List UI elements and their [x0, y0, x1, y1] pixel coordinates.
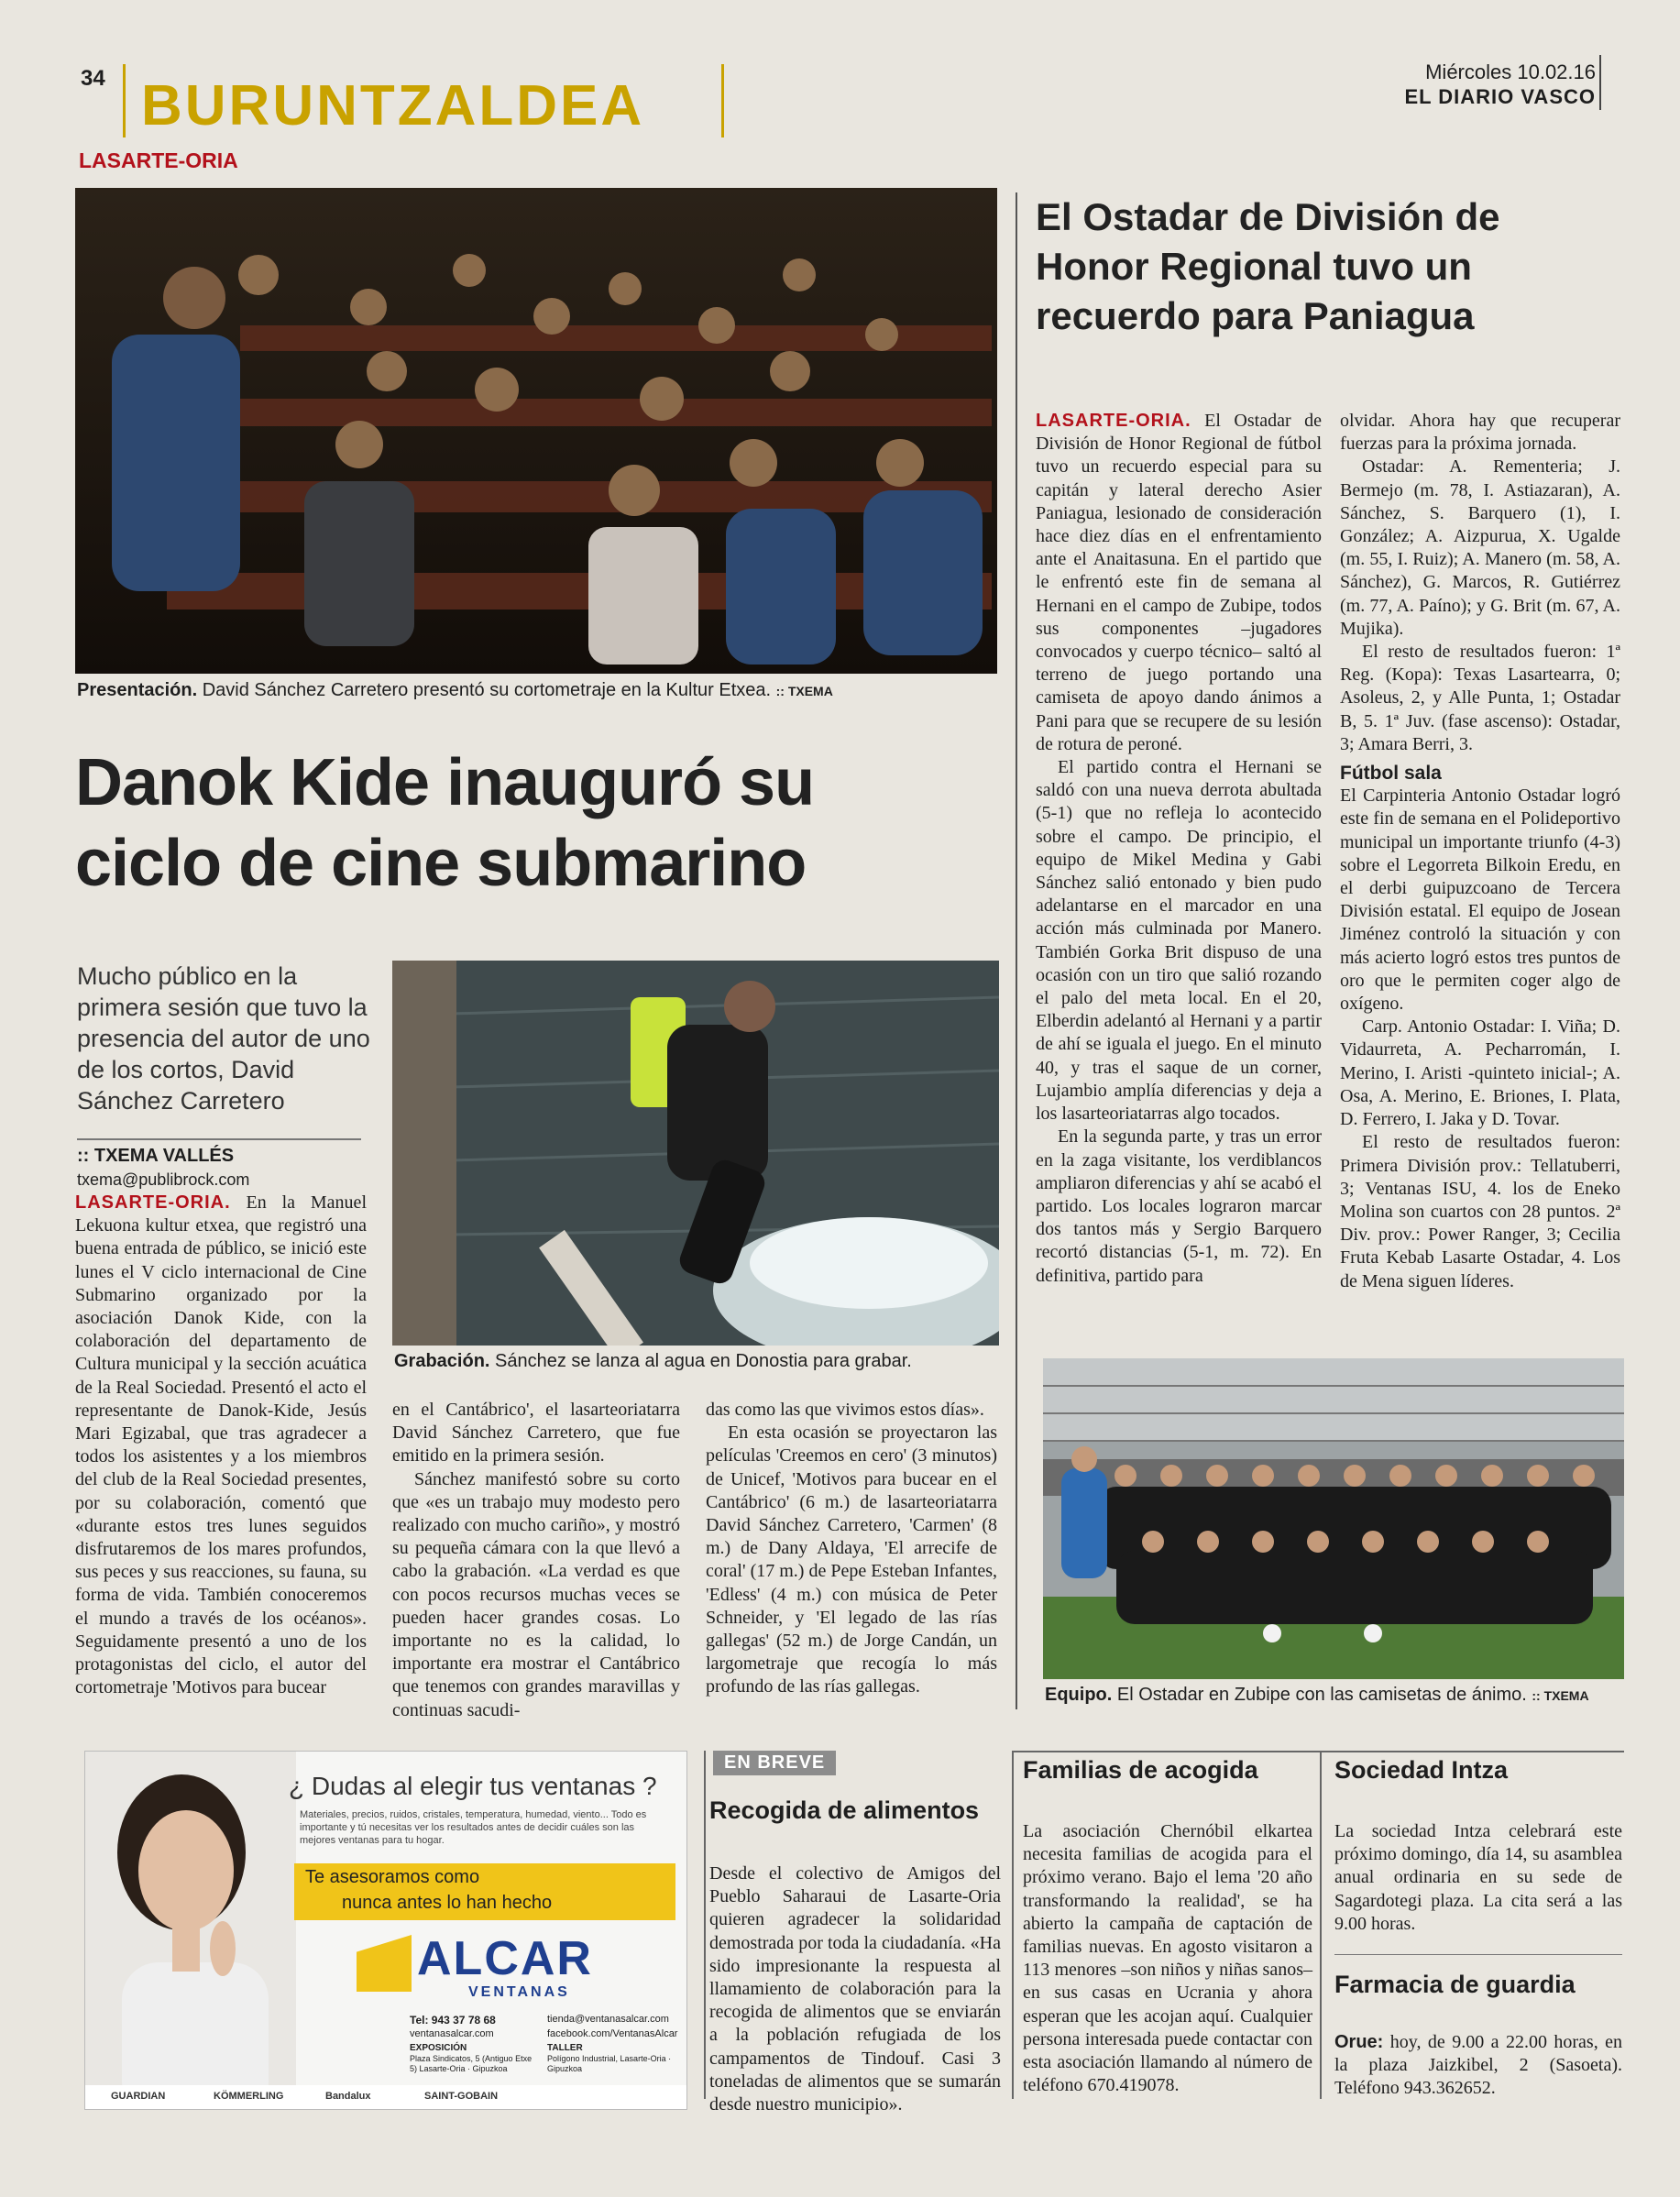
main-byline: :: TXEMA VALLÉS — [77, 1146, 235, 1166]
right-article-col2-p3: El resto de resultados fueron: 1ª Reg. (Kopa): Texas Lasartearra, 0; Asoleus, 2, y Alle Punta, 1; Ostadar B, 5. 1ª Juv. (fase ascenso): Ostadar, 3; Amara Berri, 3. — [1340, 642, 1620, 754]
subtitle-rule — [77, 1138, 361, 1140]
photo1-caption — [77, 678, 994, 703]
section-locality: LASARTE-ORIA — [79, 148, 238, 172]
photo1-caption-text: David Sánchez Carretero presentó su cortometraje en la Kultur Etxea. — [202, 680, 772, 700]
photo3-caption — [1045, 1683, 1626, 1708]
photo2-caption-label: Grabación. — [394, 1351, 490, 1371]
photo2-caption-text: Sánchez se lanza al agua en Donostia para grabar. — [495, 1351, 912, 1371]
right-article-col1-p3: En la segunda parte, y tras un error en la zaga visitante, los verdiblancos ampliaron diferencias y ahí se acabó el partido. Los locales lograron marcar dos tantos más y Sergio Barquero recortó distancias (5-1, m. 72). En definitiva, partido para — [1036, 1126, 1322, 1286]
briefs-separator-3 — [1320, 1751, 1322, 2099]
alcar-advertisement[interactable] — [84, 1751, 687, 2110]
main-article-col1 — [75, 1192, 367, 1699]
main-article-col2-p1: en el Cantábrico', el lasarteoriatarra David Sánchez Carretero, que fue emitido en la primera sesión. — [392, 1400, 680, 1466]
ad-banner — [294, 1863, 675, 1920]
right-article-col2 — [1340, 410, 1620, 1293]
main-article-col3-p1: das como las que vivimos estos días». — [706, 1400, 984, 1420]
ad-web[interactable]: ventanasalcar.com — [410, 2028, 494, 2039]
issue-date: Miércoles 10.02.16 — [1425, 60, 1596, 83]
photo1-caption-label: Presentación. — [77, 680, 198, 700]
ad-exposicion-label: EXPOSICIÓN — [410, 2043, 467, 2053]
ad-banner-line1: Te asesoramos como — [305, 1867, 480, 1887]
ad-facebook[interactable]: facebook.com/VentanasAlcar — [547, 2028, 678, 2039]
section-title: BURUNTZALDEA — [141, 74, 645, 137]
main-article-col3-p2: En esta ocasión se proyectaron las películas 'Creemos en cero' (3 minutos) de Unicef, 'Motivos para bucear en el Cantábrico' (6 m.) de lasarteoriatarra David Sánchez Carretero, 'Carmen' (8 m.) de Dany Aldaya, 'El arrecife de coral' (17 m.) de Pepe Esteban Infantes, 'Edless' (4 m.) con música de Peter Schneider, y 'El legado de las rías gallegas' (52 m.) de Jorge Candán, un largometraje que recogía lo más profundo de las rías gallegas. — [706, 1423, 997, 1697]
ad-tel: Tel: 943 37 78 68 — [410, 2014, 496, 2027]
right-headline-line3: recuerdo para Paniagua — [1036, 294, 1475, 337]
en-breve-label: EN BREVE — [713, 1751, 836, 1775]
main-email: txema@publibrock.com — [77, 1170, 250, 1189]
ad-banner-line2: nunca antes lo han hecho — [342, 1893, 553, 1913]
column-separator — [1016, 192, 1017, 1709]
ad-brand: ALCAR — [417, 1932, 593, 1985]
futsal-subhead: Fútbol sala — [1340, 763, 1442, 785]
ad-taller-label: TALLER — [547, 2043, 583, 2053]
brief-top-rule — [1012, 1751, 1624, 1752]
right-article-col2-p1: olvidar. Ahora hay que recuperar fuerzas para la próxima jornada. — [1340, 411, 1620, 455]
right-article-col1-p2: El partido contra el Hernani se saldó con una nueva derrota abultada (5-1) que no refleja lo acontecido sobre el campo. De principio, el equipo de Mikel Medina y Gabi Sánchez salió entonado y bien pudo adelantarse en el marcador en una acción más culminada por Manero. También Gorka Brit dispuso de una ocasión con un tiro que salió rozando el palo del meta local. En el 20, Elberdin adelantó al Hernani y a partir de ahí se iguala el juego. En el minuto 40, y tras el saque de un corner, Lujambio amplía diferencias y deja a los lasarteoriatarras algo tocados. — [1036, 757, 1322, 1125]
briefs-separator-1 — [704, 1751, 706, 2099]
ad-partner-2: KÖMMERLING — [214, 2091, 284, 2102]
ad-exposicion: Plaza Sindicatos, 5 (Antiguo Etxe 5) Lasarte-Oria · Gipuzkoa — [410, 2054, 533, 2073]
main-headline-line1: Danok Kide inauguró su — [75, 746, 815, 819]
main-subtitle: Mucho público en la primera sesión que tuvo la presencia del autor de uno de los cortos, David Sánchez Carretero — [77, 962, 370, 1115]
main-article-loc: LASARTE-ORIA. — [75, 1192, 231, 1213]
ad-taller: Polígono Industrial, Lasarte-Oria · Gipuzkoa — [547, 2054, 672, 2073]
alcar-logo-icon — [357, 1935, 412, 1992]
ad-question: ¿ Dudas al elegir tus ventanas ? — [289, 1772, 657, 1800]
page-number: 34 — [81, 66, 105, 91]
right-article-col2-p2: Ostadar: A. Rementeria; J. Bermejo (m. 78, I. Astiazaran), A. Sánchez, S. Barquero (1), I. González; A. Aizpurua, X. Ugalde (m. 55, I. Ruiz); A. Manero (m. 58, A. Sánchez), G. Marcos, R. Gutiérrez (m. 77, A. Paíno); y G. Brit (m. 67, A. Mujika). — [1340, 456, 1620, 639]
ad-partner-4: SAINT-GOBAIN — [424, 2091, 499, 2102]
main-headline-line2: ciclo de cine submarino — [75, 827, 807, 900]
photo3-caption-text: El Ostadar en Zubipe con las camisetas de ánimo. — [1116, 1685, 1527, 1705]
ad-mail[interactable]: tienda@ventanasalcar.com — [547, 2014, 669, 2025]
main-article-col3 — [706, 1399, 997, 1699]
brief4-title: Farmacia de guardia — [1334, 1971, 1576, 1998]
newspaper-name: EL DIARIO VASCO — [1404, 85, 1596, 108]
ad-partner-3: Bandalux — [325, 2091, 371, 2102]
ad-small-text: Materiales, precios, ruidos, cristales, temperatura, humedad, viento... Todo es importante y tú necesitas ver los resultados antes de decidir cuáles son las mejores ventanas para tu hogar. — [300, 1809, 647, 1846]
brief1-body: Desde el colectivo de Amigos del Pueblo Saharaui de Lasarte-Oria quieren agradecer la solidaridad demostrada por toda la ciudadanía. «Ha sido impresionante la respuesta al llamamiento de colaboración para la recogida de alimentos que se enviarán a la población refugiada de los campamentos de Tindouf. Casi 3 toneladas de alimentos que se sumarán desde nuestro municipio». — [709, 1863, 1001, 2115]
brief1-title: Recogida de alimentos — [709, 1796, 980, 1824]
brief4-body — [1334, 2031, 1622, 2101]
right-headline-line1: El Ostadar de División de — [1036, 195, 1500, 238]
ad-brand-sub: VENTANAS — [468, 1984, 570, 2000]
main-headline — [75, 742, 1001, 904]
header-rule — [1599, 55, 1601, 110]
ad-partner-strip — [85, 2085, 686, 2109]
team-photo — [1043, 1358, 1624, 1679]
brief3-title: Sociedad Intza — [1334, 1756, 1509, 1784]
briefs-separator-2 — [1012, 1751, 1014, 2099]
brief2-body: La asociación Chernóbil elkartea necesita familias de acogida para el próximo verano. Bajo el lema '20 año transformando la realidad', se ha abierto la campaña de captación de familias nuevas. En agosto visitaron a 113 menores –son niños y niñas sanos– en sus casas en Ucrania y ahora esperan que les acojan aquí. Cualquier persona interesada puede contactar con esta asociación llamando al número de teléfono 670.419078. — [1023, 1821, 1312, 2096]
photo3-credit: :: TXEMA — [1532, 1688, 1589, 1703]
main-article-col1-text: En la Manuel Lekuona kultur etxea, que registró una buena entrada de público, se inició este lunes el V ciclo internacional de Cine Submarino organizado por la asociación Danok Kide, con la colaboración del departamento de Cultura municipal y la sección acuática de la Real Sociedad. Presentó el acto el representante de Danok-Kide, Jesús Mari Egizabal, que tras agradecer a todos los asistentes y a los miembros del club de la Real Sociedad presentes, por su colaboración, comentó que «durante estos tres lunes seguidos disfrutaremos de los mares profundos, sus peces y sus reacciones, su fauna, su forma de vida. También conoceremos el mundo a través de los océanos». Seguidamente presentó a uno de los protagonistas del ciclo, el autor del cortometraje 'Motivos para bucear — [75, 1192, 367, 1698]
right-article-col1-p1: El Ostadar de División de Honor Regional de fútbol tuvo un recuerdo especial para su capitán y lateral derecho Asier Paniagua, lesionado de consideración hace diez días en el enfrentamiento ante el Anaitasuna. En el partido que le enfrentó este fin de semana al Hernani en el campo de Zubipe, todos sus componentes –jugadores convocados y cuerpo técnico– saltó al terreno de juego portando una camiseta de apoyo dando ánimos a Pani para que se recupere de su lesión de rotura de peroné. — [1036, 411, 1322, 754]
photo1-credit: :: TXEMA — [775, 684, 833, 698]
brief2-title: Familias de acogida — [1023, 1756, 1258, 1784]
right-headline-line2: Honor Regional tuvo un — [1036, 245, 1472, 288]
diver-photo — [392, 961, 999, 1346]
brief3-body: La sociedad Intza celebrará este próximo domingo, día 14, su asamblea anual ordinaria en su sede de Sagardotegi plaza. La cita será a las 9.00 horas. — [1334, 1821, 1622, 1934]
right-article-col1 — [1036, 410, 1322, 1288]
ad-woman-figure — [85, 1752, 296, 2109]
ad-partner-1: GUARDIAN — [111, 2091, 166, 2102]
right-article-loc: LASARTE-ORIA. — [1036, 411, 1191, 431]
main-article-col2-p2: Sánchez manifestó sobre su corto que «es un trabajo muy modesto pero realizado con mucho cariño», y mostró su pequeña cámara con la que llevó a cabo la grabación. «La verdad es que con pocos recursos muchas veces se pueden hacer grandes cosas. Lo importante no es la calidad, lo importante era mostrar el Cantábrico que tenemos con grandes maravillas y continuas sacudi- — [392, 1468, 680, 1720]
brief4-text: hoy, de 9.00 a 22.00 horas, en la plaza Jaizkibel, 2 (Sasoeta). Teléfono 943.362652. — [1334, 2032, 1623, 2099]
cinema-audience-photo — [75, 188, 997, 674]
right-article-col2-p4: El Carpinteria Antonio Ostadar logró este fin de semana en el Polideportivo municipal un importante triunfo (4-3) sobre el Legorreta Bilkoin Eredu, en el derbi guipuzcoano de Tercera División estatal. El equipo de Josean Jiménez controló la situación y con más acierto logró estos tres puntos de oro que le permiten coger algo de oxígeno. — [1340, 785, 1620, 1015]
brief4-rule — [1334, 1954, 1622, 1955]
right-article-col2-p5: Carp. Antonio Ostadar: I. Viña; D. Vidaurreta, A. Pecharromán, I. Merino, I. Aristi -quinteto inicial-; A. Osa, A. Merino, E. Briones, I. Plata, D. Ferrero, I. Jaka y D. Tovar. — [1340, 1016, 1620, 1130]
photo2-caption — [394, 1349, 999, 1373]
main-article-col2 — [392, 1399, 680, 1722]
brief4-label: Orue: — [1334, 2032, 1384, 2052]
right-article-col2-p6: El resto de resultados fueron: Primera División prov.: Tellatuberri, 3; Ventanas ISU, 4. los de Eneko Molina son cuartos con 28 puntos. 2ª Div. prov.: Power Ranger, 3; Cecilia Fruta Kebab Lasarte Ostadar, 4. Los de Mena siguen líderes. — [1340, 1132, 1620, 1291]
photo3-caption-label: Equipo. — [1045, 1685, 1113, 1705]
right-headline — [1036, 192, 1622, 341]
